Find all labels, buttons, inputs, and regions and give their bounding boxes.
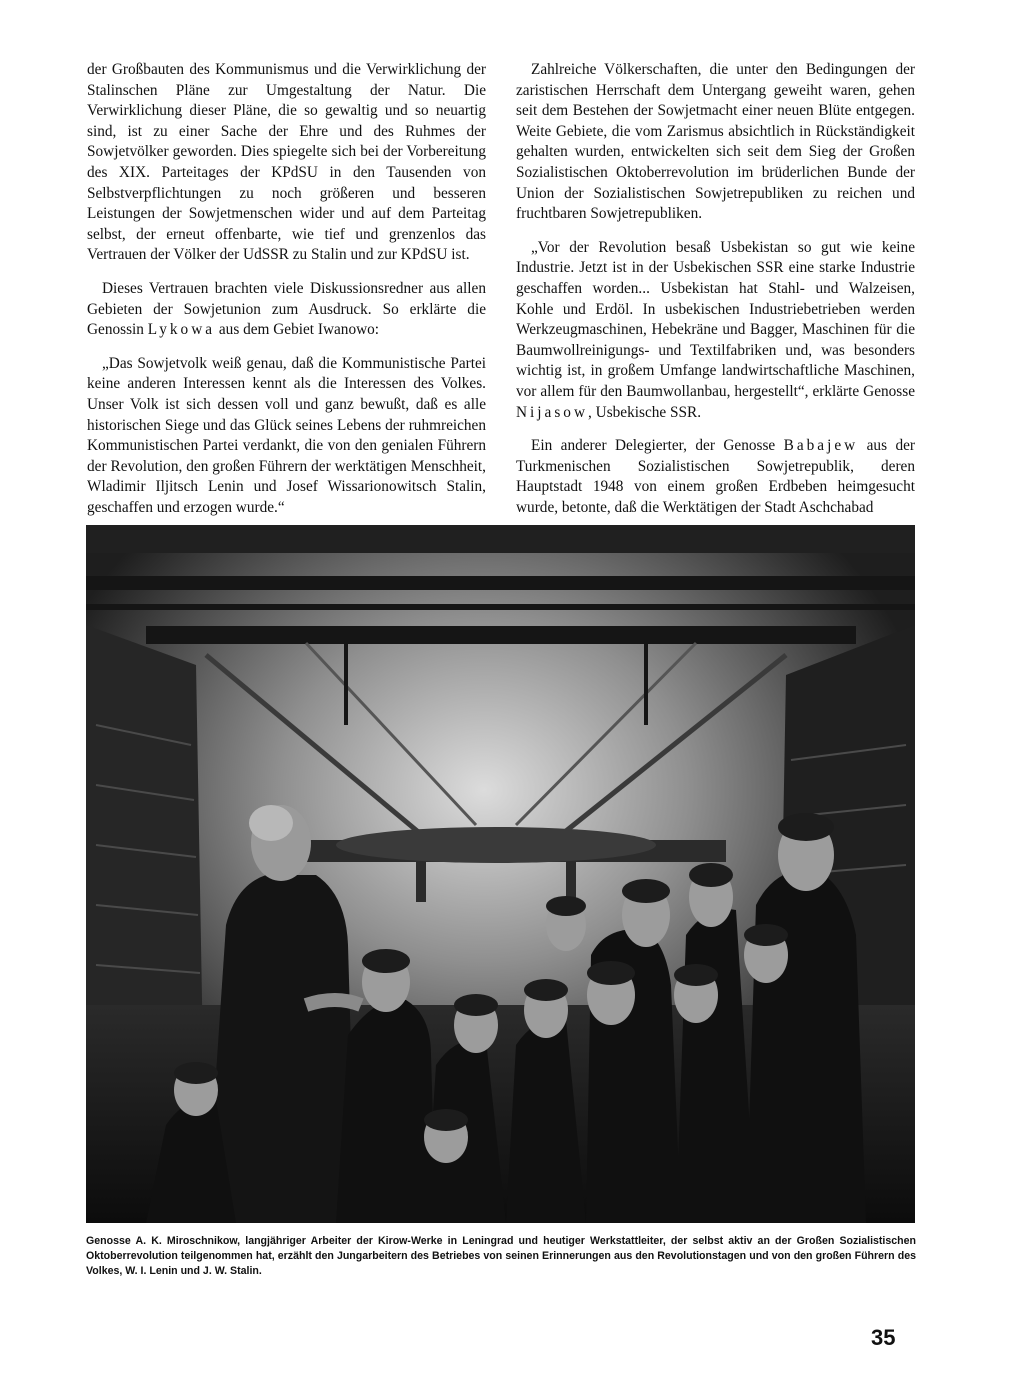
name-nijasow: Nijasow	[516, 403, 588, 421]
left-text-column	[87, 60, 486, 531]
right-paragraph-2-text-b: , Usbekische SSR.	[588, 403, 702, 421]
right-paragraph-3-text-a: Ein anderer Delegierter, der Genosse	[531, 437, 784, 455]
name-babajew: Babajew	[783, 437, 859, 455]
right-paragraph-2-text-a: „Vor der Revolution besaß Usbekistan so gut wie keine Industrie. Jetzt ist in der Usbekischen SSR eine starke Industrie geschaffen worden... Usbekistan hat Stahl- und Walzeisen, Kohle und Erdöl. In usbekischen Industriebetrieben werden Werkzeugmaschinen, Hebekräne und Bagger, Maschinen für die Baumwollreinigungs- und Textilfabriken und, was besonders wichtig ist, in großem Umfange landwirtschaftliche Maschinen, vor allem für den Baumwollanbau, hergestellt“, erklärte Genosse	[516, 238, 915, 400]
left-paragraph-2-text-a: Dieses Vertrauen brachten viele Diskussionsredner aus allen Gebieten der Sowjetunion zum Ausdruck. So erklärte die Genossin	[87, 279, 486, 339]
right-paragraph-2-quote	[516, 238, 915, 423]
photo-caption: Genosse A. K. Miroschnikow, langjähriger Arbeiter der Kirow-Werke in Leningrad und heutiger Werkstattleiter, der selbst aktiv an der Großen Sozialistischen Oktoberrevolution teilgenommen hat, erzählt den Jungarbeitern des Betriebes von seinen Erinnerungen aus den Revolutionstagen und von den großen Führern des Volkes, W. I. Lenin und J. W. Stalin.	[86, 1235, 916, 1278]
factory-photo	[86, 525, 915, 1223]
left-paragraph-1: der Großbauten des Kommunismus und die Verwirklichung der Stalinschen Pläne zur Umgestaltung der Natur. Die Verwirklichung dieser Pläne, die so gewaltig und so neuartig sind, ist zu einer Sache der Ehre und des Ruhmes der Sowjetvölker geworden. Dies spiegelte sich bei der Vorbereitung des XIX. Parteitages der KPdSU in den Tausenden von Selbstverpflichtungen zu noch größeren und besseren Leistungen der Sowjetmenschen wider und auf dem Parteitag selbst, der erneut offenbarte, wie tief und grenzenlos das Vertrauen der Völker der UdSSR zu Stalin und zur KPdSU ist.	[87, 61, 486, 264]
right-paragraph-1: Zahlreiche Völkerschaften, die unter den Bedingungen der zaristischen Herrschaft dem Untergang geweiht waren, gehen seit dem Bestehen der Sowjetmacht einer neuen Blüte entgegen. Weite Gebiete, die vom Zarismus absichtlich in Rückständigkeit gehalten wurden, entwickelten sich seit dem Sieg der Großen Sozialistischen Oktoberrevolution im brüderlichen Bunde der Union der Sozialistischen Sowjetrepubliken zu reichen und fruchtbaren Sowjetrepubliken.	[516, 61, 915, 223]
right-paragraph-3-text-b: aus der Turkmenischen Sozialistischen Sowjetrepublik, deren Hauptstadt 1948 von einem großen Erdbeben heimgesucht wurde, betonte, daß die Werktätigen der Stadt Aschchabad	[516, 437, 915, 516]
page-number: 35	[871, 1325, 896, 1350]
left-paragraph-3-quote: „Das Sowjetvolk weiß genau, daß die Kommunistische Partei keine anderen Interessen kennt als die Interessen des Volkes. Unser Volk ist sich dessen voll und ganz bewußt, daß es alle historischen Siege und das Glück seines Lebens der ruhmreichen Kommunistischen Partei verdankt, die von den genialen Führern der Revolution, den großen Führern der werktätigen Menschheit, Wladimir Iljitsch Lenin und Josef Wissarionowitsch Stalin, geschaffen und erzogen wurde.“	[87, 354, 486, 516]
left-paragraph-2	[87, 279, 486, 341]
right-paragraph-3	[516, 436, 915, 518]
right-text-column	[516, 60, 915, 531]
name-lykowa: Lykowa	[147, 321, 216, 339]
left-paragraph-2-text-b: aus dem Gebiet Iwanowo:	[215, 321, 380, 339]
